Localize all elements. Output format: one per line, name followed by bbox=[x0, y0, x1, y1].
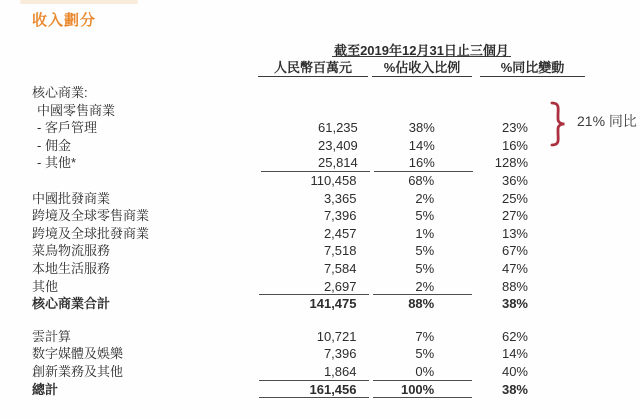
table-period-header bbox=[258, 40, 585, 57]
cell-yoy: 128% bbox=[494, 155, 528, 171]
column-header-rmb-millions: 人民幣百萬元 bbox=[258, 59, 368, 77]
row-label bbox=[30, 172, 259, 190]
cell-yoy: 40% bbox=[501, 363, 528, 379]
cell-yoy: 23% bbox=[501, 120, 528, 136]
cell-pct-revenue: 68% bbox=[408, 172, 435, 188]
cell-rmb: 110,458 bbox=[310, 172, 357, 188]
cell-rmb: 7,396 bbox=[323, 208, 357, 224]
row-label: 跨境及全球批發商業 bbox=[32, 225, 150, 241]
cell-rmb: 161,456 bbox=[259, 381, 369, 399]
table-row-intl-wholesale bbox=[30, 225, 585, 243]
table-row-core-commerce-section bbox=[30, 84, 585, 102]
cell-rmb: 7,584 bbox=[323, 260, 357, 276]
table-row-others-core bbox=[30, 278, 585, 296]
cell-pct-revenue: 1% bbox=[415, 225, 435, 241]
table-row-commission bbox=[30, 137, 585, 155]
cell-rmb: 25,814 bbox=[261, 154, 369, 172]
column-header-pct-of-revenue: %佔收入比例 bbox=[372, 59, 472, 77]
row-label: 其他 bbox=[32, 278, 59, 294]
table-row-grand-total bbox=[30, 381, 585, 399]
table-row-cainiao-logistics bbox=[30, 242, 585, 260]
cell-rmb: 141,475 bbox=[309, 296, 357, 312]
cell-yoy: 25% bbox=[501, 190, 528, 206]
cropped-text-artifact bbox=[20, 0, 138, 4]
row-label: 中國批發商業 bbox=[32, 190, 111, 206]
table-row-local-services bbox=[30, 260, 585, 278]
curly-brace-annotation-icon bbox=[549, 100, 569, 148]
cell-yoy: 62% bbox=[501, 328, 528, 344]
cell-pct-revenue: 38% bbox=[408, 120, 435, 136]
table-row-core-commerce-total bbox=[30, 295, 585, 313]
cell-yoy: 88% bbox=[501, 278, 528, 294]
cell-rmb: 2,697 bbox=[259, 278, 369, 296]
row-label: 菜鳥物流服務 bbox=[32, 243, 111, 259]
cell-pct-revenue: 5% bbox=[415, 346, 435, 362]
table-row-innovation-initiatives bbox=[30, 363, 585, 381]
row-label: 總計 bbox=[32, 381, 59, 397]
cell-rmb: 1,864 bbox=[259, 363, 369, 381]
table-row-others-retail bbox=[30, 154, 585, 172]
table-row-customer-management bbox=[30, 119, 585, 137]
page-title: 收入劃分 bbox=[32, 12, 97, 29]
cell-yoy: 67% bbox=[501, 243, 528, 259]
row-label: 雲計算 bbox=[32, 328, 72, 344]
cell-yoy: 27% bbox=[501, 208, 528, 224]
table-column-headers bbox=[30, 59, 585, 77]
cell-yoy: 38% bbox=[501, 296, 528, 312]
row-label: 跨境及全球零售商業 bbox=[32, 208, 150, 224]
cell-pct-revenue: 5% bbox=[415, 208, 435, 224]
period-header-text: 截至2019年12月31日止三個月 bbox=[332, 40, 511, 57]
cell-rmb: 10,721 bbox=[316, 328, 357, 344]
table-row-digital-media-entertainment bbox=[30, 345, 585, 363]
row-label: 本地生活服務 bbox=[32, 260, 111, 276]
cell-yoy: 16% bbox=[501, 137, 528, 153]
table-row-cloud-computing bbox=[30, 328, 585, 346]
cell-rmb: 7,396 bbox=[323, 346, 357, 362]
cell-pct-revenue: 5% bbox=[415, 243, 435, 259]
cell-rmb: 23,409 bbox=[318, 137, 358, 153]
row-label: - 客戶管理 bbox=[37, 120, 97, 136]
cell-yoy: 38% bbox=[501, 381, 528, 397]
row-label: 核心商業合計 bbox=[32, 296, 111, 312]
column-header-yoy-change: %同比變動 bbox=[480, 59, 585, 77]
table-body bbox=[30, 84, 585, 398]
row-label: 中國零售商業 bbox=[37, 102, 116, 118]
cell-yoy: 47% bbox=[501, 260, 528, 276]
cell-pct-revenue: 2% bbox=[415, 190, 435, 206]
cell-pct-revenue: 7% bbox=[415, 328, 435, 344]
row-label: 創新業務及其他 bbox=[32, 363, 124, 379]
cell-rmb: 61,235 bbox=[318, 120, 358, 136]
cell-rmb: 2,457 bbox=[323, 225, 357, 241]
table-row-china-retail-section bbox=[30, 102, 585, 120]
cell-rmb: 7,518 bbox=[323, 243, 357, 259]
cell-rmb: 3,365 bbox=[323, 190, 357, 206]
cell-pct-revenue: 88% bbox=[408, 296, 435, 312]
table-row-intl-retail bbox=[30, 207, 585, 225]
cell-pct-revenue: 2% bbox=[373, 278, 473, 296]
row-label: 核心商業: bbox=[32, 85, 88, 100]
yoy-bracket-annotation: 21% 同比 bbox=[577, 113, 637, 129]
cell-yoy: 13% bbox=[501, 225, 528, 241]
cell-pct-revenue: 16% bbox=[374, 154, 473, 172]
cell-yoy: 14% bbox=[501, 346, 528, 362]
cell-pct-revenue: 5% bbox=[415, 260, 435, 276]
row-label: - 其他* bbox=[37, 155, 77, 171]
cell-pct-revenue: 0% bbox=[373, 363, 473, 381]
row-label: - 佣金 bbox=[37, 137, 71, 153]
cell-pct-revenue: 14% bbox=[408, 137, 435, 153]
table-row-china-wholesale bbox=[30, 190, 585, 208]
cell-pct-revenue: 100% bbox=[373, 381, 473, 399]
row-label: 数字媒體及娛樂 bbox=[32, 346, 124, 362]
table-row-china-retail-subtotal bbox=[30, 172, 585, 190]
cell-yoy: 36% bbox=[501, 172, 528, 188]
